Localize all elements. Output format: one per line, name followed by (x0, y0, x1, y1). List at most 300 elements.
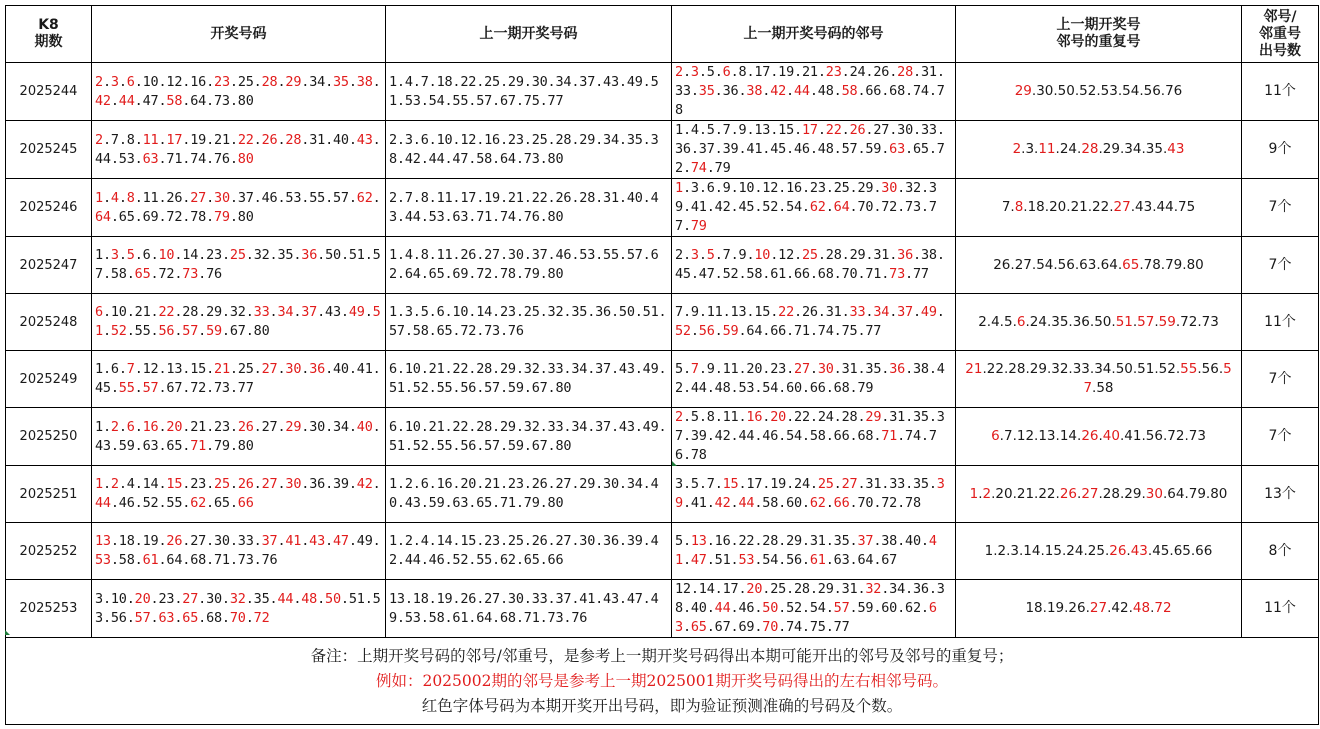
number: 78 (905, 495, 921, 511)
number: 23 (214, 418, 230, 435)
repeat-numbers-cell[interactable] (956, 466, 1242, 523)
hit-number: 11 (1038, 141, 1056, 157)
hit-number: 43 (1167, 141, 1185, 157)
number: 39 (722, 141, 739, 157)
hit-number: 32 (865, 581, 882, 597)
number: 68 (857, 428, 874, 444)
number: 61 (770, 266, 787, 282)
separator-dot: . (110, 495, 119, 511)
separator-dot: . (754, 199, 763, 215)
separator-dot: . (905, 266, 913, 282)
hit-number: 37 (261, 533, 278, 549)
number: 31 (841, 581, 858, 597)
issue-cell[interactable]: 2025251 (6, 466, 92, 523)
count-cell[interactable]: 7个 (1242, 237, 1319, 294)
separator-dot: . (229, 361, 238, 377)
separator-dot: . (325, 476, 333, 492)
separator-dot: . (857, 581, 866, 597)
separator-dot: . (1162, 141, 1168, 157)
number: 63 (833, 552, 850, 568)
number: 37 (237, 189, 254, 206)
separator-dot: . (1010, 256, 1015, 273)
number: 66 (1195, 542, 1213, 559)
separator-dot: . (102, 247, 111, 263)
separator-dot: . (364, 247, 373, 263)
prev-draw-cell[interactable]: 13.18.19.26.27.30.33.37.41.43.47.49.53.58.61.64.68.71.73.76 (386, 580, 672, 638)
separator-dot: . (738, 361, 747, 377)
separator-dot: . (936, 304, 945, 320)
separator-dot: . (348, 476, 357, 492)
separator-dot: . (1141, 141, 1146, 157)
separator-dot: . (1089, 313, 1095, 330)
issue-cell[interactable]: 2025250 (6, 408, 92, 466)
hit-number: 66 (237, 495, 254, 511)
issue-cell[interactable]: 2025249 (6, 351, 92, 408)
number: 52 (722, 266, 739, 282)
lottery-table (5, 5, 1319, 725)
number: 35 (1145, 141, 1163, 157)
neighbor-numbers-cell[interactable] (672, 351, 956, 408)
number: 76 (261, 552, 278, 568)
separator-dot: . (182, 437, 191, 454)
hit-number: 27 (1081, 485, 1099, 502)
separator-dot: . (1042, 600, 1047, 616)
number: 39 (690, 428, 707, 444)
number: 29 (849, 247, 866, 263)
number: 56 (1201, 361, 1219, 377)
hit-number: 11 (142, 131, 159, 148)
number: 35 (253, 590, 270, 607)
repeat-numbers-cell[interactable] (956, 351, 1242, 408)
count-cell[interactable]: 7个 (1242, 351, 1319, 408)
number: 72 (1180, 313, 1198, 330)
hit-number: 23 (825, 64, 842, 80)
prev-draw-cell[interactable]: 2.7.8.11.17.19.21.22.26.28.31.40.43.44.53.63.71.74.76.80 (386, 179, 672, 237)
hit-number: 26 (166, 533, 183, 549)
number: 29 (1029, 361, 1047, 377)
separator-dot: . (174, 323, 183, 339)
prev-draw-cell[interactable]: 1.2.6.16.20.21.23.26.27.29.30.34.40.43.59.63.65.71.79.80 (386, 466, 672, 523)
neighbor-numbers-cell[interactable] (672, 121, 956, 179)
separator-dot: . (897, 428, 906, 444)
separator-dot: . (1098, 141, 1103, 157)
separator-dot: . (134, 247, 143, 263)
number: 80 (1210, 485, 1228, 502)
count-cell[interactable]: 8个 (1242, 523, 1319, 580)
number: 45 (738, 199, 755, 215)
note-line-3: 红色字体号码为本期开奖开出号码，即为验证预测准确的号码及个数。 (421, 696, 903, 715)
number: 73 (1201, 313, 1219, 330)
number: 30 (309, 418, 326, 435)
separator-dot: . (714, 361, 723, 377)
notes-cell[interactable] (6, 638, 1319, 725)
number: 35 (1051, 313, 1069, 330)
hit-number: 62 (190, 495, 207, 511)
number: 56 (110, 609, 127, 626)
number: 74 (912, 83, 929, 99)
separator-dot: . (809, 476, 818, 492)
separator-dot: . (198, 266, 207, 282)
draw-numbers-cell[interactable] (92, 580, 386, 638)
header-repeat[interactable] (956, 6, 1242, 63)
number: 53 (738, 380, 755, 396)
number: 32 (229, 304, 246, 320)
draw-numbers-cell[interactable] (92, 179, 386, 237)
number: 47 (142, 92, 159, 109)
separator-dot: . (1162, 485, 1168, 502)
separator-dot: . (1119, 428, 1125, 444)
hit-number: 36 (301, 247, 318, 263)
number: 80 (237, 437, 254, 454)
number: 51 (348, 247, 365, 263)
separator-dot: . (809, 323, 818, 339)
number: 7 (675, 304, 683, 320)
neighbor-numbers-cell[interactable] (672, 63, 956, 121)
number: 56 (786, 552, 802, 568)
separator-dot: . (1006, 542, 1011, 559)
separator-dot: . (134, 380, 143, 396)
separator-dot: . (1119, 141, 1125, 157)
header-period[interactable] (6, 6, 92, 63)
separator-dot: . (865, 247, 874, 263)
number: 35 (913, 409, 929, 425)
header-draw[interactable] (92, 6, 386, 63)
draw-numbers-cell[interactable] (92, 237, 386, 294)
number: 78 (675, 83, 945, 118)
separator-dot: . (849, 428, 858, 444)
hit-number: 6 (1016, 313, 1026, 330)
issue-cell[interactable]: 2025253 (6, 580, 92, 638)
hit-number: 37 (897, 304, 913, 320)
hit-number: 58 (841, 83, 858, 99)
separator-dot: . (817, 64, 826, 80)
separator-dot: . (110, 92, 119, 109)
separator-dot: . (158, 73, 167, 90)
hit-number: 20 (134, 590, 151, 607)
separator-dot: . (126, 266, 135, 282)
number: 15 (1044, 542, 1062, 559)
separator-dot: . (245, 247, 254, 263)
separator-dot: . (1117, 256, 1123, 273)
separator-dot: . (746, 64, 755, 80)
separator-dot: . (1066, 199, 1071, 215)
draw-numbers-cell[interactable] (92, 466, 386, 523)
number: 30 (897, 122, 914, 138)
count-cell[interactable]: 13个 (1242, 466, 1319, 523)
draw-numbers-cell[interactable] (92, 63, 386, 121)
separator-dot: . (873, 180, 882, 196)
separator-dot: . (182, 418, 191, 435)
neighbor-numbers-cell[interactable] (672, 466, 956, 523)
separator-dot: . (841, 247, 850, 263)
separator-dot: . (857, 409, 866, 425)
number: 47 (698, 266, 715, 282)
separator-dot: . (857, 83, 866, 99)
notes-row (6, 638, 1319, 725)
separator-dot: . (206, 131, 215, 148)
separator-dot: . (118, 418, 127, 435)
hit-number: 35 (698, 83, 715, 99)
separator-dot: . (889, 122, 898, 138)
separator-dot: . (126, 304, 135, 320)
repeat-numbers-cell[interactable] (956, 523, 1242, 580)
separator-dot: . (1055, 428, 1060, 444)
repeat-numbers-cell[interactable] (956, 580, 1242, 638)
hit-number: 49 (920, 304, 937, 320)
count-cell[interactable]: 11个 (1242, 63, 1319, 121)
prev-draw-cell[interactable]: 1.3.5.6.10.14.23.25.32.35.36.50.51.57.58.65.72.73.76 (386, 294, 672, 351)
neighbor-numbers-cell[interactable] (672, 237, 956, 294)
issue-cell[interactable]: 2025244 (6, 63, 92, 121)
separator-dot: . (706, 533, 715, 549)
prev-draw-cell[interactable]: 6.10.21.22.28.29.32.33.34.37.43.49.51.52.55.56.57.59.67.80 (386, 351, 672, 408)
separator-dot: . (809, 409, 818, 425)
count-cell[interactable]: 9个 (1242, 121, 1319, 179)
hit-number: 27 (1089, 600, 1108, 616)
separator-dot: . (928, 361, 937, 377)
repeat-numbers-cell[interactable] (956, 63, 1242, 121)
number: 71 (865, 266, 882, 282)
separator-dot: . (158, 92, 167, 109)
number: 22 (986, 361, 1004, 377)
number: 12 (762, 180, 779, 196)
separator-dot: . (158, 361, 167, 377)
number: 24 (1066, 542, 1084, 559)
count-cell[interactable]: 7个 (1242, 179, 1319, 237)
number: 58 (1096, 380, 1114, 396)
number: 43 (1135, 199, 1153, 215)
number: 31 (873, 247, 890, 263)
neighbor-numbers-cell[interactable] (672, 523, 956, 580)
issue-cell[interactable]: 2025248 (6, 294, 92, 351)
separator-dot: . (762, 266, 771, 282)
separator-dot: . (206, 495, 214, 511)
number: 27 (190, 533, 207, 549)
number: 9 (738, 122, 747, 138)
number: 38 (920, 247, 937, 263)
number: 5 (690, 476, 699, 492)
number: 70 (857, 199, 874, 215)
hit-number: 22 (825, 122, 842, 138)
number: 8 (706, 409, 715, 425)
hit-number: 13 (95, 533, 111, 549)
count-cell[interactable]: 11个 (1242, 580, 1319, 638)
number: 16 (786, 180, 802, 196)
hit-number: 53 (95, 552, 111, 568)
separator-dot: . (134, 73, 143, 90)
separator-dot: . (857, 266, 866, 282)
number: 28 (182, 304, 199, 320)
number: 52 (142, 495, 159, 511)
separator-dot: . (778, 619, 787, 635)
number: 25 (770, 581, 787, 597)
separator-dot: . (738, 323, 747, 339)
separator-dot: . (905, 361, 913, 377)
separator-dot: . (817, 304, 826, 320)
number: 51 (1137, 361, 1155, 377)
separator-dot: . (682, 218, 691, 234)
separator-dot: . (1184, 428, 1189, 444)
separator-dot: . (1003, 361, 1009, 377)
number: 44 (690, 380, 707, 396)
separator-dot: . (754, 495, 763, 511)
separator-dot: . (340, 590, 349, 607)
separator-dot: . (698, 409, 707, 425)
number: 3 (95, 590, 103, 607)
number: 17 (722, 581, 739, 597)
hit-number: 34 (277, 304, 294, 320)
separator-dot: . (865, 64, 874, 80)
repeat-numbers-cell[interactable] (956, 237, 1242, 294)
number: 54 (762, 552, 779, 568)
separator-dot: . (348, 189, 357, 206)
separator-dot: . (253, 73, 262, 90)
separator-dot: . (794, 304, 802, 320)
number: 79 (1188, 485, 1206, 502)
hit-number: 29 (865, 409, 882, 425)
issue-cell[interactable]: 2025245 (6, 121, 92, 179)
number: 26 (166, 189, 183, 206)
number: 18 (1025, 600, 1043, 616)
draw-numbers-cell[interactable] (92, 408, 386, 466)
draw-numbers-cell[interactable] (92, 121, 386, 179)
table-row (6, 179, 1319, 237)
number: 68 (206, 609, 222, 626)
number: 32 (905, 180, 921, 196)
number: 9 (706, 361, 715, 377)
number: 11 (706, 304, 723, 320)
issue-cell[interactable]: 2025247 (6, 237, 92, 294)
separator-dot: . (182, 189, 191, 206)
hit-number: 55 (118, 380, 135, 396)
separator-dot: . (1147, 542, 1153, 559)
number: 43 (325, 304, 341, 320)
hit-number: 63 (889, 141, 906, 157)
separator-dot: . (794, 122, 802, 138)
separator-dot: . (348, 361, 357, 377)
separator-dot: . (833, 266, 842, 282)
separator-dot: . (682, 447, 691, 463)
prev-draw-cell[interactable]: 6.10.21.22.28.29.32.33.34.37.43.49.51.52.55.56.57.59.67.80 (386, 408, 672, 466)
separator-dot: . (714, 266, 723, 282)
separator-dot: . (849, 180, 858, 196)
number: 29 (786, 533, 802, 549)
number: 79 (1165, 256, 1183, 273)
hit-number: 52 (675, 323, 691, 339)
neighbor-numbers-cell[interactable] (672, 580, 956, 638)
hit-number: 44 (793, 83, 810, 99)
issue-cell[interactable]: 2025252 (6, 523, 92, 580)
draw-numbers-cell[interactable] (92, 523, 386, 580)
separator-dot: . (682, 476, 691, 492)
hit-number: 71 (881, 428, 898, 444)
number: 5 (1003, 313, 1013, 330)
hit-number: 26 (1081, 428, 1099, 444)
number: 63 (142, 437, 159, 454)
separator-dot: . (134, 208, 143, 225)
separator-dot: . (738, 409, 747, 425)
hit-number: 5 (126, 247, 135, 263)
separator-dot: . (325, 418, 333, 435)
header-neighbors[interactable] (672, 6, 956, 63)
separator-dot: . (1205, 485, 1211, 502)
separator-dot: . (1077, 485, 1082, 502)
number: 65 (166, 437, 183, 454)
prev-draw-cell[interactable]: 1.4.7.18.22.25.29.30.34.37.43.49.51.53.54.55.57.67.75.77 (386, 63, 672, 121)
separator-dot: . (762, 323, 771, 339)
separator-dot: . (301, 361, 310, 377)
repeat-numbers-cell[interactable] (956, 179, 1242, 237)
separator-dot: . (293, 304, 302, 320)
separator-dot: . (682, 247, 691, 263)
prev-draw-cell[interactable]: 1.4.8.11.26.27.30.37.46.53.55.57.62.64.65.69.72.78.79.80 (386, 237, 672, 294)
count-cell[interactable]: 7个 (1242, 408, 1319, 466)
separator-dot: . (881, 83, 890, 99)
separator-dot: . (738, 581, 747, 597)
number: 19 (1046, 600, 1065, 616)
draw-numbers-cell[interactable] (92, 294, 386, 351)
number: 36 (675, 141, 691, 157)
number: 32 (253, 247, 270, 263)
separator-dot: . (269, 590, 278, 607)
separator-dot: . (730, 552, 739, 568)
separator-dot: . (293, 590, 302, 607)
number: 32 (1051, 361, 1069, 377)
separator-dot: . (245, 609, 254, 626)
separator-dot: . (134, 92, 143, 109)
separator-dot: . (778, 495, 787, 511)
separator-dot: . (245, 590, 254, 607)
separator-dot: . (301, 189, 310, 206)
separator-dot: . (778, 552, 787, 568)
neighbor-numbers-cell[interactable] (672, 294, 956, 351)
table-row (6, 121, 1319, 179)
number: 38 (913, 361, 929, 377)
header-count[interactable] (1242, 6, 1319, 63)
separator-dot: . (682, 64, 691, 80)
hit-number: 37 (857, 533, 874, 549)
neighbor-numbers-cell[interactable] (672, 408, 956, 466)
repeat-numbers-cell[interactable] (956, 408, 1242, 466)
hit-number: 42 (95, 92, 111, 109)
number: 72 (158, 266, 175, 282)
separator-dot: . (134, 150, 143, 167)
separator-dot: . (1154, 361, 1159, 377)
separator-dot: . (730, 619, 739, 635)
hit-number: 44 (118, 92, 135, 109)
header-prev-draw[interactable] (386, 6, 672, 63)
separator-dot: . (293, 247, 302, 263)
repeat-numbers-cell[interactable] (956, 121, 1242, 179)
prev-draw-cell[interactable]: 1.2.4.14.15.23.25.26.27.30.36.39.42.44.46.52.55.62.65.66 (386, 523, 672, 580)
separator-dot: . (698, 304, 707, 320)
number: 35 (833, 533, 850, 549)
number: 72 (1167, 428, 1185, 444)
number: 45 (675, 266, 691, 282)
neighbor-numbers-cell[interactable] (672, 179, 956, 237)
header-draw-label: 开奖号码 (210, 25, 267, 42)
number: 11 (142, 189, 159, 206)
number: 68 (190, 552, 207, 568)
draw-numbers-cell[interactable] (92, 351, 386, 408)
number: 12 (675, 581, 691, 597)
separator-dot: . (833, 361, 842, 377)
count-cell[interactable]: 11个 (1242, 294, 1319, 351)
prev-draw-cell[interactable]: 2.3.6.10.12.16.23.25.28.29.34.35.38.42.44.47.58.64.73.80 (386, 121, 672, 179)
repeat-numbers-cell[interactable] (956, 294, 1242, 351)
issue-cell[interactable]: 2025246 (6, 179, 92, 237)
hit-number: 44 (95, 495, 111, 511)
